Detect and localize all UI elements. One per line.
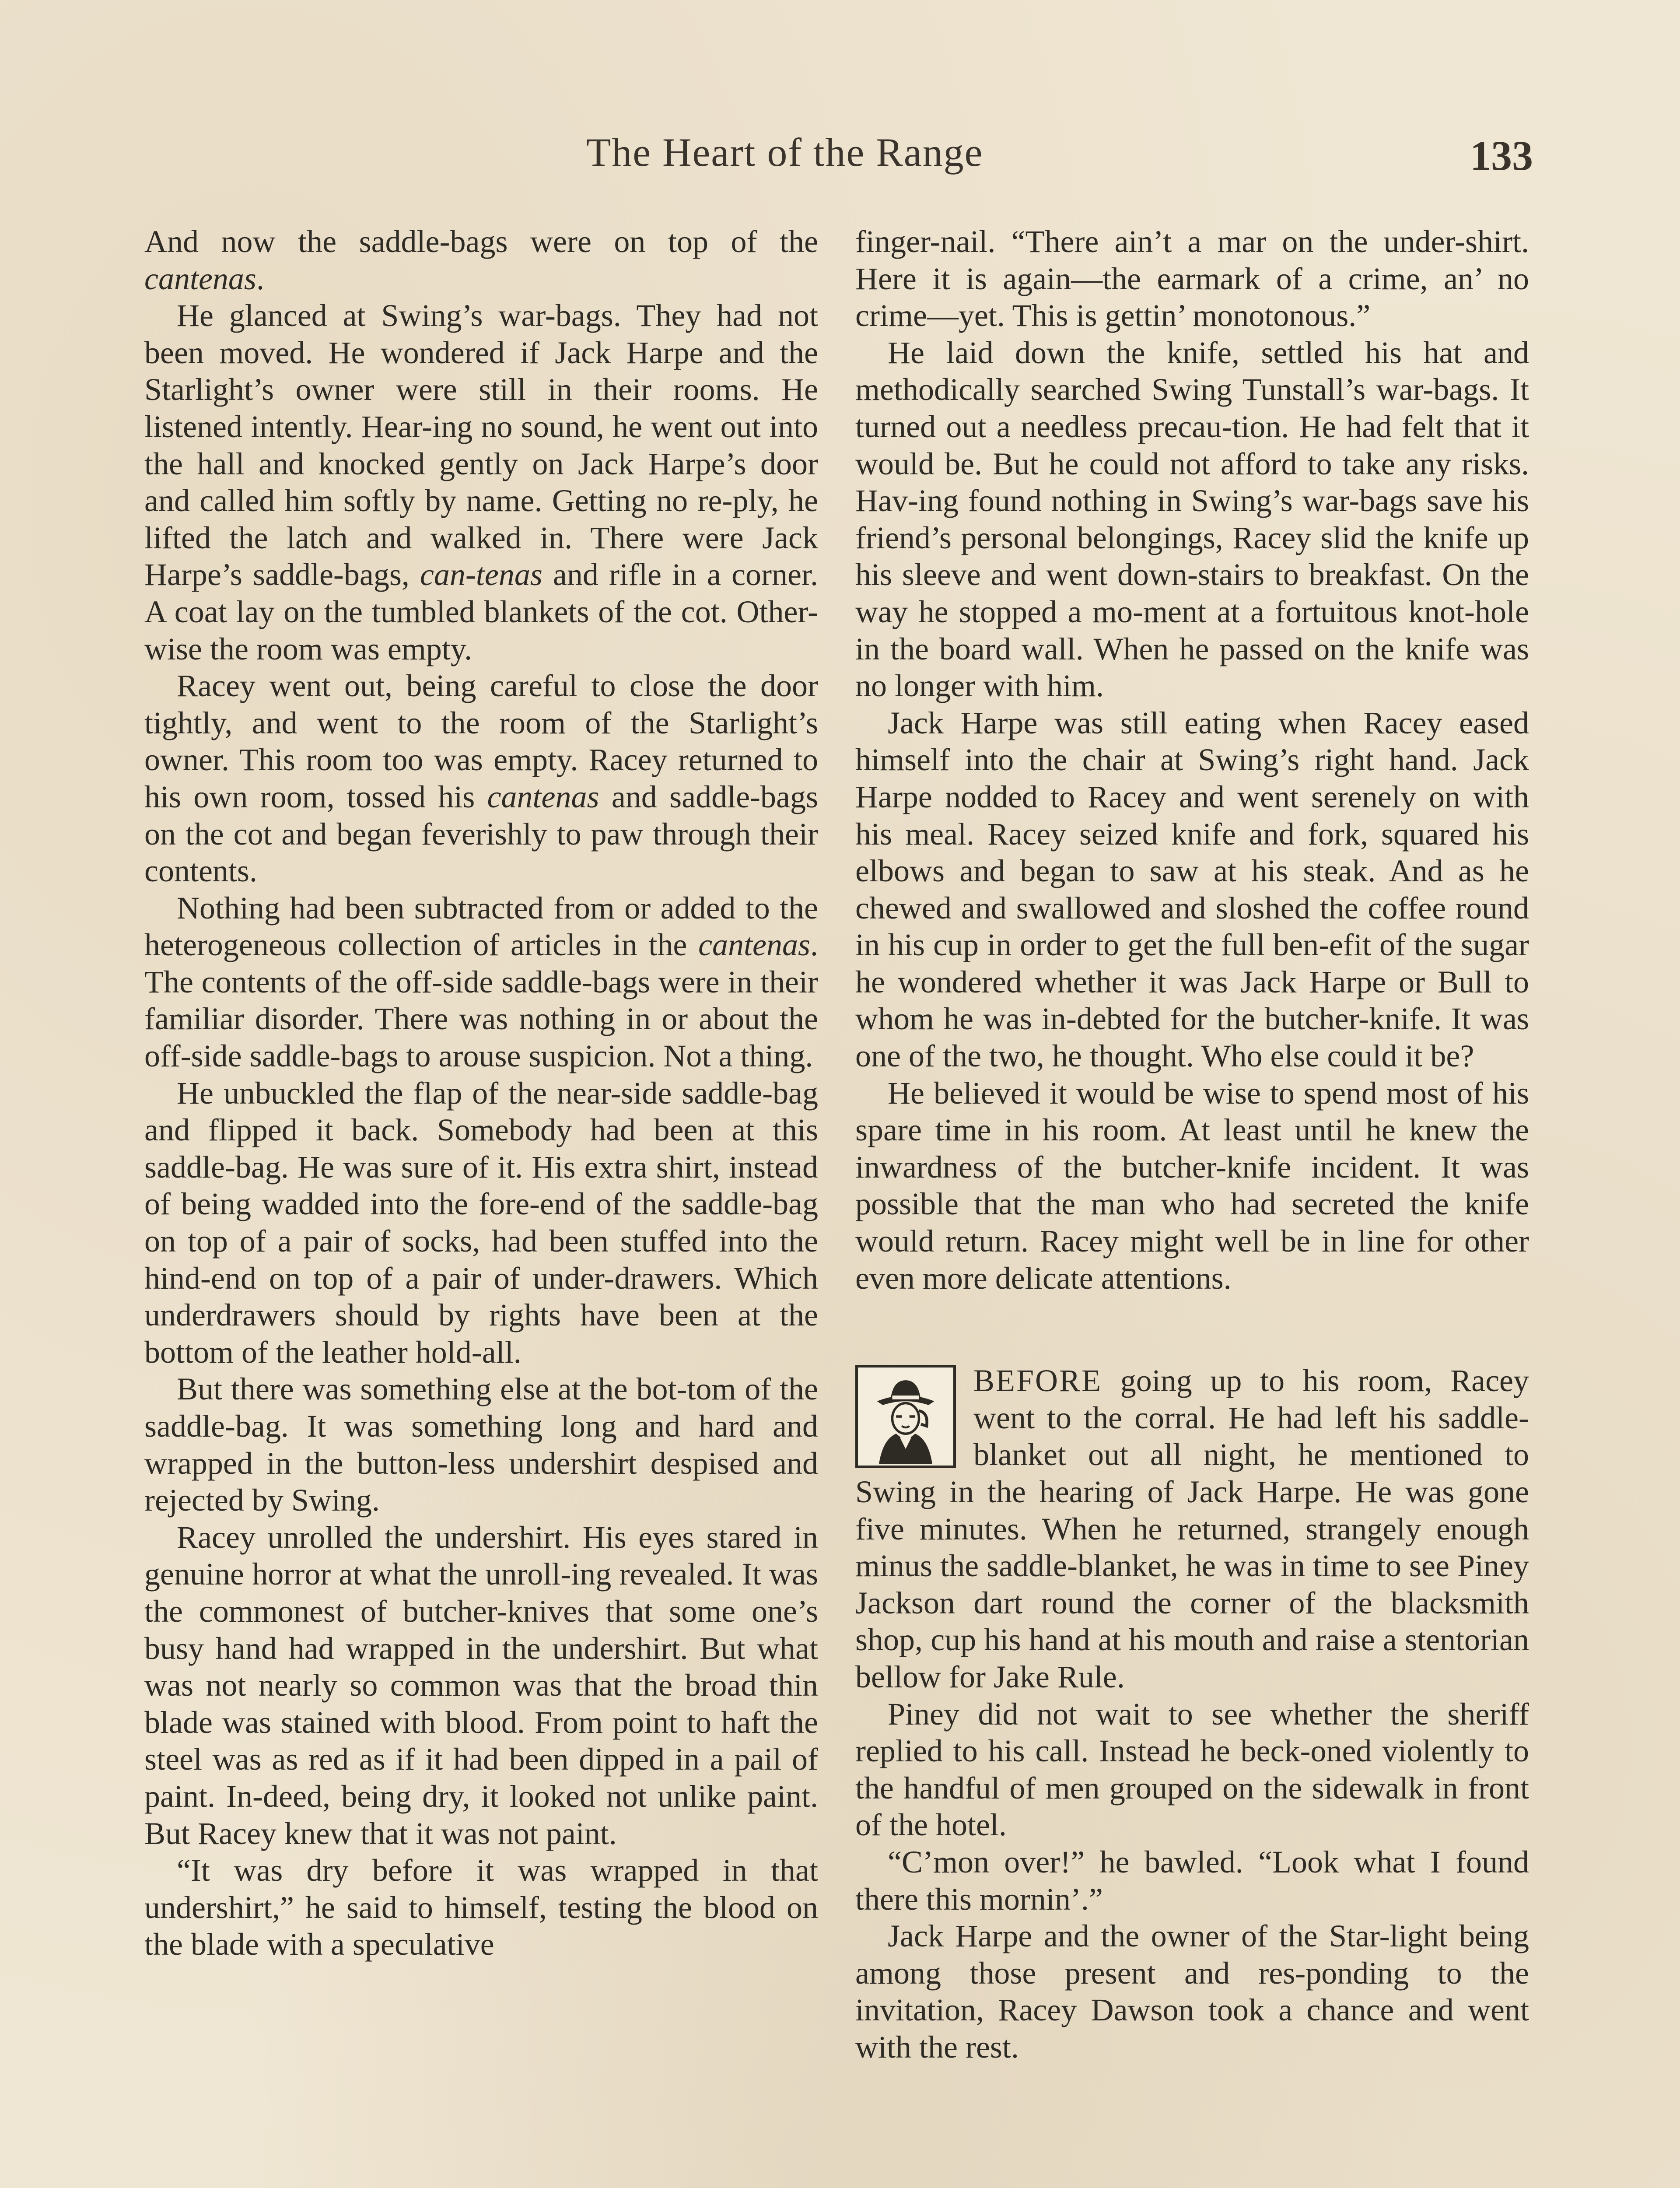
paragraph xyxy=(144,223,818,297)
italic-term: can-tenas xyxy=(420,557,542,593)
paragraph: Piney did not wait to see whether the sheriff replied to his call. Instead he beck-oned violently to the handful of men grouped on the sidewalk in front of the hotel. xyxy=(855,1696,1529,1843)
italic-term: cantenas xyxy=(487,779,599,814)
paragraph: He unbuckled the flap of the near-side saddle-bag and flipped it back. Somebody had been at this saddle-bag. He was sure of it. His extra shirt, instead of being wadded into the fore-end of the saddle-bag on top of a pair of socks, had been stuffed into the hind-end on top of a pair of under-drawers. Which underdrawers should by rights have been at the bottom of the leather hold-all. xyxy=(144,1075,818,1370)
paragraph: “C’mon over!” he bawled. “Look what I found there this mornin’.” xyxy=(855,1844,1529,1917)
paragraph-text: . xyxy=(256,261,264,296)
right-column xyxy=(855,223,1529,2066)
paragraph: Racey unrolled the undershirt. His eyes stared in genuine horror at what the unroll-ing revealed. It was the commonest of butcher-knives that some one’s busy hand had wrapped in the undershirt. But what was not nearly so common was that the broad thin blade was stained with blood. From point to haft the steel was as red as if it had been dipped in a pail of paint. In-deed, being dry, it looked not unlike paint. But Racey knew that it was not paint. xyxy=(144,1519,818,1851)
paragraph-text: And now the saddle-bags were on top of the xyxy=(144,224,818,259)
paragraph-text: Racey went out, being careful to close the door tightly, and went to the room of the Starlight’s owner. This room too was empty. Racey returned to his own room, tossed his xyxy=(144,668,818,814)
paragraph: “It was dry before it was wrapped in that undershirt,” he said to himself, testing the blood on the blade with a speculative xyxy=(144,1853,818,1962)
italic-term: cantenas xyxy=(698,927,810,963)
paragraph: Jack Harpe and the owner of the Star-light being among those present and res-ponding to the invitation, Racey Dawson took a chance and went with the rest. xyxy=(855,1918,1529,2065)
left-column xyxy=(144,223,818,1963)
page-number: 133 xyxy=(1470,132,1533,179)
paragraph: He laid down the knife, settled his hat and methodically searched Swing Tunstall’s war-bags. It turned out a needless precau-tion. He had felt that it would be. But he could not afford to take any risks. Hav-ing found nothing in Swing’s war-bags save his friend’s personal belongings, Racey slid the knife up his sleeve and went down-stairs to breakfast. On the way he stopped a mo-ment at a fortuitous knot-hole in the board wall. When he passed on the knife was no longer with him. xyxy=(855,335,1529,704)
paragraph: But there was something else at the bot-tom of the saddle-bag. It was something long and hard and wrapped in the button-less undershirt despised and rejected by Swing. xyxy=(144,1371,818,1518)
paragraph-text: Nothing had been subtracted from or added to the heterogeneous collection of articles in the xyxy=(144,890,818,963)
cowboy-portrait-icon xyxy=(855,1365,956,1468)
paragraph xyxy=(144,667,818,890)
section-lead-word: BEFORE xyxy=(973,1363,1102,1399)
section-opening-paragraph xyxy=(855,1362,1529,1695)
paragraph-text: going up to his room, Racey went to the corral. He had left his saddle-blanket out all night, he mentioned to Swing in the hearing of Jack Harpe. He was gone five minutes. When he returned, strangely enough minus the saddle-blanket, he was in time to see Piney Jackson dart round the corner of the blacksmith shop, cup his hand at his mouth and raise a stentorian bellow for Jake Rule. xyxy=(855,1363,1529,1694)
paragraph-text: . The contents of the off-side saddle-bags were in their familiar disorder. There was nothing in or about the off-side saddle-bags to arouse suspicion. Not a thing. xyxy=(144,927,818,1074)
paragraph: He believed it would be wise to spend most of his spare time in his room. At least until he knew the inwardness of the butcher-knife incident. It was possible that the man who had secreted the knife would return. Racey might well be in line for other even more delicate attentions. xyxy=(855,1075,1529,1296)
paragraph xyxy=(144,297,818,667)
running-head-title: The Heart of the Range xyxy=(586,130,984,175)
paragraph xyxy=(144,890,818,1075)
paragraph-text: and rifle in a corner. A coat lay on the tumbled blankets of the cot. Other-wise the room was empty. xyxy=(144,557,818,666)
paragraph: Jack Harpe was still eating when Racey eased himself into the chair at Swing’s right hand. Jack Harpe nodded to Racey and went serenely on with his meal. Racey seized knife and fork, squared his elbows and began to saw at his steak. And as he chewed and swallowed and sloshed the coffee round in his cup in order to get the full ben-efit of the sugar he wondered whether it was Jack Harpe or Bull to whom he was in-debted for the butcher-knife. It was one of the two, he thought. Who else could it be? xyxy=(855,705,1529,1074)
paragraph: finger-nail. “There ain’t a mar on the under-shirt. Here it is again—the earmark of a crime, an’ no crime—yet. This is gettin’ monotonous.” xyxy=(855,224,1529,333)
paragraph-text: and saddle-bags on the cot and began feverishly to paw through their contents. xyxy=(144,779,818,889)
paragraph-text: He glanced at Swing’s war-bags. They had not been moved. He wondered if Jack Harpe and the Starlight’s owner were still in their rooms. He listened intently. Hear-ing no sound, he went out into the hall and knocked gently on Jack Harpe’s door and called him softly by name. Getting no re-ply, he lifted the latch and walked in. There were Jack Harpe’s saddle-bags, xyxy=(144,298,818,593)
italic-term: cantenas xyxy=(144,261,256,296)
